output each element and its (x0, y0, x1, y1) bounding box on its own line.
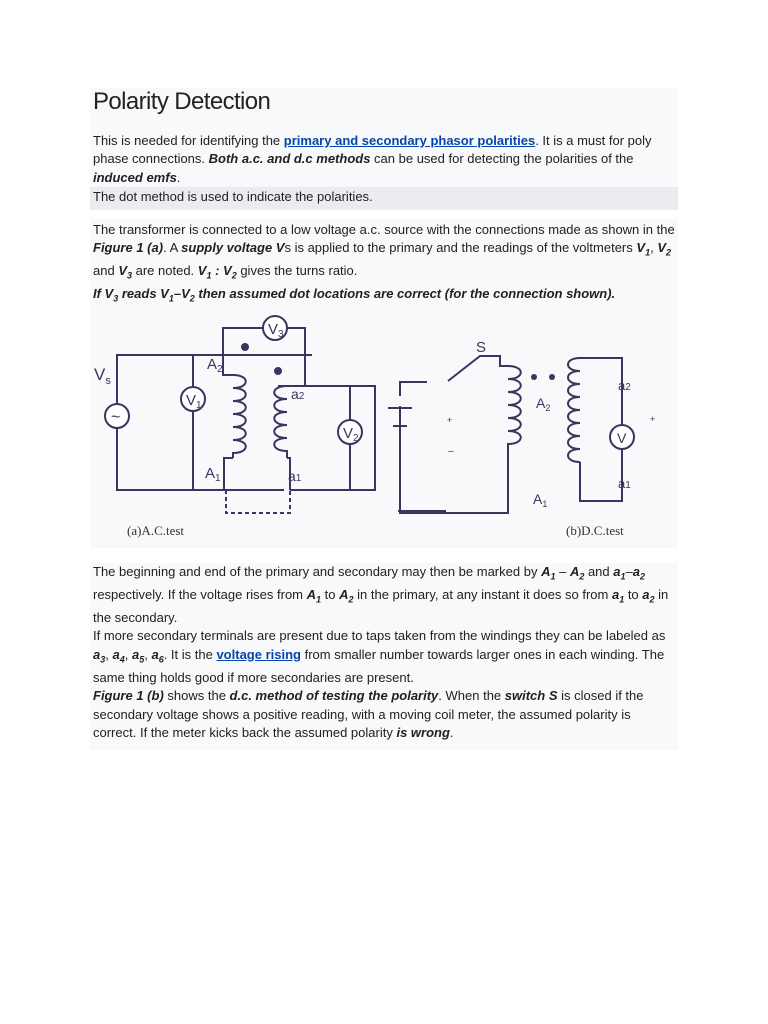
v3-symbol (118, 263, 132, 281)
primary-bottom-lead (224, 458, 233, 490)
ac-caption: (a)A.C.test (127, 523, 185, 539)
intro-text-4: . (176, 169, 181, 185)
figure-1b-ref: Figure 1 (b) (93, 688, 164, 704)
B1-letter: A (306, 587, 317, 603)
a6-sub: 6 (158, 654, 164, 665)
vs-label: $V_s$ (94, 365, 111, 388)
primary-coil (233, 375, 246, 458)
article (90, 88, 678, 750)
transformer-text-1: The transformer is connected to a low voltage a.c. source with the connections made as shown in the (93, 221, 675, 237)
voltage-rising-link[interactable]: voltage rising (216, 646, 301, 662)
v3-branch (223, 328, 305, 386)
v1-label: $V_1$ (186, 392, 202, 412)
dc-a1-primary-label: $A_1$ (533, 491, 548, 510)
a6-symbol (151, 646, 164, 665)
spacer (87, 548, 681, 563)
spacer (87, 210, 681, 219)
to-word: to (321, 587, 340, 603)
comma: , (105, 646, 113, 662)
switch-s-bold: switch S (504, 688, 558, 704)
c2-symbol (642, 587, 655, 605)
rule-c-sub: 2 (189, 293, 195, 304)
marking-text-2: respectively. If the voltage rises from (93, 587, 307, 603)
ac-bottom-wire (117, 428, 284, 490)
rule-a: If V (93, 286, 114, 302)
v2-subscript: 2 (665, 247, 671, 258)
and-word: and (93, 263, 119, 279)
marking-text-3: in the primary, at any instant it does so from (353, 587, 612, 603)
ratio-v1-sub: 1 (206, 270, 212, 281)
dc-battery-lead (400, 435, 450, 513)
transformer-text-2: . A (163, 240, 182, 256)
v2-symbol (657, 240, 671, 258)
ac-a2-primary-label: $A_2$ (207, 356, 223, 376)
v1-subscript: 1 (645, 247, 651, 258)
primary-top-lead (223, 355, 233, 375)
dc-meter-plus: + (650, 414, 656, 425)
A1-symbol (541, 564, 556, 582)
c1-letter: a (611, 587, 620, 603)
v1-letter: V (636, 240, 646, 256)
ratio-v1: V (197, 263, 207, 279)
A1-letter: A (541, 564, 551, 580)
a6-letter: a (151, 646, 159, 662)
intro-paragraph (93, 130, 675, 187)
polarity-test-diagram (90, 308, 682, 546)
a3-sub: 3 (100, 654, 106, 665)
A2-letter: A (569, 564, 580, 580)
B1-symbol (306, 587, 322, 605)
dash: – (625, 564, 633, 580)
marking-section (90, 563, 678, 750)
taps-text-2: . It is the (163, 646, 217, 662)
c2-letter: a (642, 587, 650, 603)
ac-source-tilde: ~ (111, 409, 121, 427)
dc-test-paragraph (93, 687, 675, 742)
intro-bold-methods: Both a.c. and d.c methods (208, 151, 371, 167)
ac-a1-secondary-label: a1 (288, 468, 302, 485)
B2-sub: 2 (348, 594, 354, 605)
a1-letter: a (613, 564, 621, 580)
c1-sub: 1 (619, 594, 625, 605)
transformer-section (90, 219, 678, 548)
A1-sub: 1 (550, 571, 556, 582)
intro-text-1: This is needed for identifying the (93, 133, 284, 148)
ac-a2-secondary-label: a2 (291, 386, 305, 403)
dctest-text-3: is closed if the secondary voltage shows a positive reading, with a moving coil meter, the assumed polarity is correct. If the meter kicks back the assumed polarity (93, 688, 644, 741)
dc-secondary-dot (549, 374, 555, 380)
phasor-polarities-link[interactable]: primary and secondary phasor polarities (283, 133, 536, 148)
c1-symbol (611, 587, 625, 605)
B2-symbol (339, 587, 354, 605)
a4-sub: 4 (119, 654, 125, 665)
a2-sub: 2 (639, 571, 645, 582)
ratio-colon: : V (211, 263, 232, 279)
dc-caption: (b)D.C.test (566, 523, 624, 539)
intro-section (90, 88, 678, 210)
secondary-dot (274, 367, 282, 375)
figure-1a-ref: Figure 1 (a) (93, 240, 164, 256)
dc-meter-label: V (617, 430, 627, 447)
dot-method-line: The dot method is used to indicate the polarities. (90, 187, 678, 209)
marking-text-1: The beginning and end of the primary and secondary may then be marked by (93, 564, 542, 580)
dc-battery-plus: + (447, 415, 453, 426)
B2-letter: A (339, 587, 349, 603)
dc-a2-secondary-label: a2 (618, 378, 631, 394)
comma: , (144, 646, 152, 662)
rule-c: –V (173, 286, 190, 302)
secondary-coil (274, 386, 287, 458)
page-title: Polarity Detection (93, 88, 271, 115)
dc-primary-dot (531, 374, 537, 380)
dctest-text-4: . (449, 725, 454, 741)
dctest-text-1: shows the (163, 688, 230, 704)
B1-sub: 1 (316, 594, 322, 605)
a1-symbol (613, 564, 626, 582)
figure-1 (93, 308, 675, 546)
taps-text-1: If more secondary terminals are present due to taps taken from the windings they can be labeled as (93, 628, 666, 644)
dc-a2-primary-label: $A_2$ (536, 395, 551, 414)
intro-text-3: can be used for detecting the polarities of the (370, 151, 634, 167)
c2-sub: 2 (649, 594, 655, 605)
a3-symbol (93, 646, 106, 665)
A2-sub: 2 (579, 571, 585, 582)
rule-d: then assumed dot locations are correct (for the connection shown). (194, 286, 616, 302)
taps-text-3: from smaller number towards larger ones in each winding. The same thing holds good if more secondaries are present. (93, 646, 665, 685)
transformer-text-5: gives the turns ratio. (236, 263, 358, 279)
intro-text-2: . It is a must for poly phase connections. (93, 133, 652, 167)
dc-primary-wire (398, 356, 508, 513)
dc-switch-label: S (476, 339, 487, 357)
ratio-symbol (197, 263, 237, 281)
a5-sub: 5 (139, 654, 145, 665)
rule-a-sub: 3 (113, 293, 119, 304)
intro-bold-emfs: induced emfs (93, 169, 177, 185)
transformer-text-4: are noted. (132, 263, 198, 279)
dot-rule (93, 285, 675, 308)
dash: – (555, 564, 570, 580)
a3-letter: a (93, 646, 101, 662)
transformer-paragraph (93, 221, 675, 285)
primary-dot (241, 343, 249, 351)
supply-voltage-bold: supply voltage V (181, 240, 285, 256)
dc-a1-secondary-label: a1 (618, 476, 631, 492)
to-word: to (624, 587, 643, 603)
v2-label: $V_2$ (343, 425, 359, 445)
dc-method-bold: d.c. method of testing the polarity (229, 688, 439, 704)
a5-letter: a (131, 646, 140, 662)
marking-paragraph (93, 563, 675, 627)
a5-symbol (131, 646, 145, 665)
dc-primary-coil (500, 356, 521, 471)
a1-sub: 1 (620, 571, 626, 582)
v3-subscript: 3 (126, 270, 132, 281)
transformer-text-3: s is applied to the primary and the readings of the voltmeters (284, 240, 637, 256)
ratio-v2-sub: 2 (231, 270, 237, 281)
dashed-link (226, 490, 290, 513)
comma: , (124, 646, 132, 662)
ac-a1-primary-label: $A_1$ (205, 465, 221, 485)
dctest-text-2: . When the (438, 688, 505, 704)
v3-label: $V_3$ (268, 321, 284, 341)
marking-text-4: in the secondary. (93, 587, 669, 626)
dc-secondary-coil (568, 358, 580, 462)
a2-symbol (632, 564, 645, 582)
a4-symbol (112, 646, 125, 665)
a2-letter: a (632, 564, 640, 580)
dc-battery-minus: – (448, 446, 454, 458)
and-word: and (584, 564, 614, 580)
rule-b-sub: 1 (168, 293, 174, 304)
v2-letter: V (657, 240, 666, 256)
v1-symbol (636, 240, 651, 258)
rule-b: reads V (118, 286, 169, 302)
taps-paragraph (93, 627, 675, 687)
v3-letter: V (118, 263, 127, 279)
A2-symbol (569, 564, 585, 582)
comma: , (650, 240, 658, 256)
is-wrong-bold: is wrong (396, 725, 450, 741)
a4-letter: a (112, 646, 120, 662)
